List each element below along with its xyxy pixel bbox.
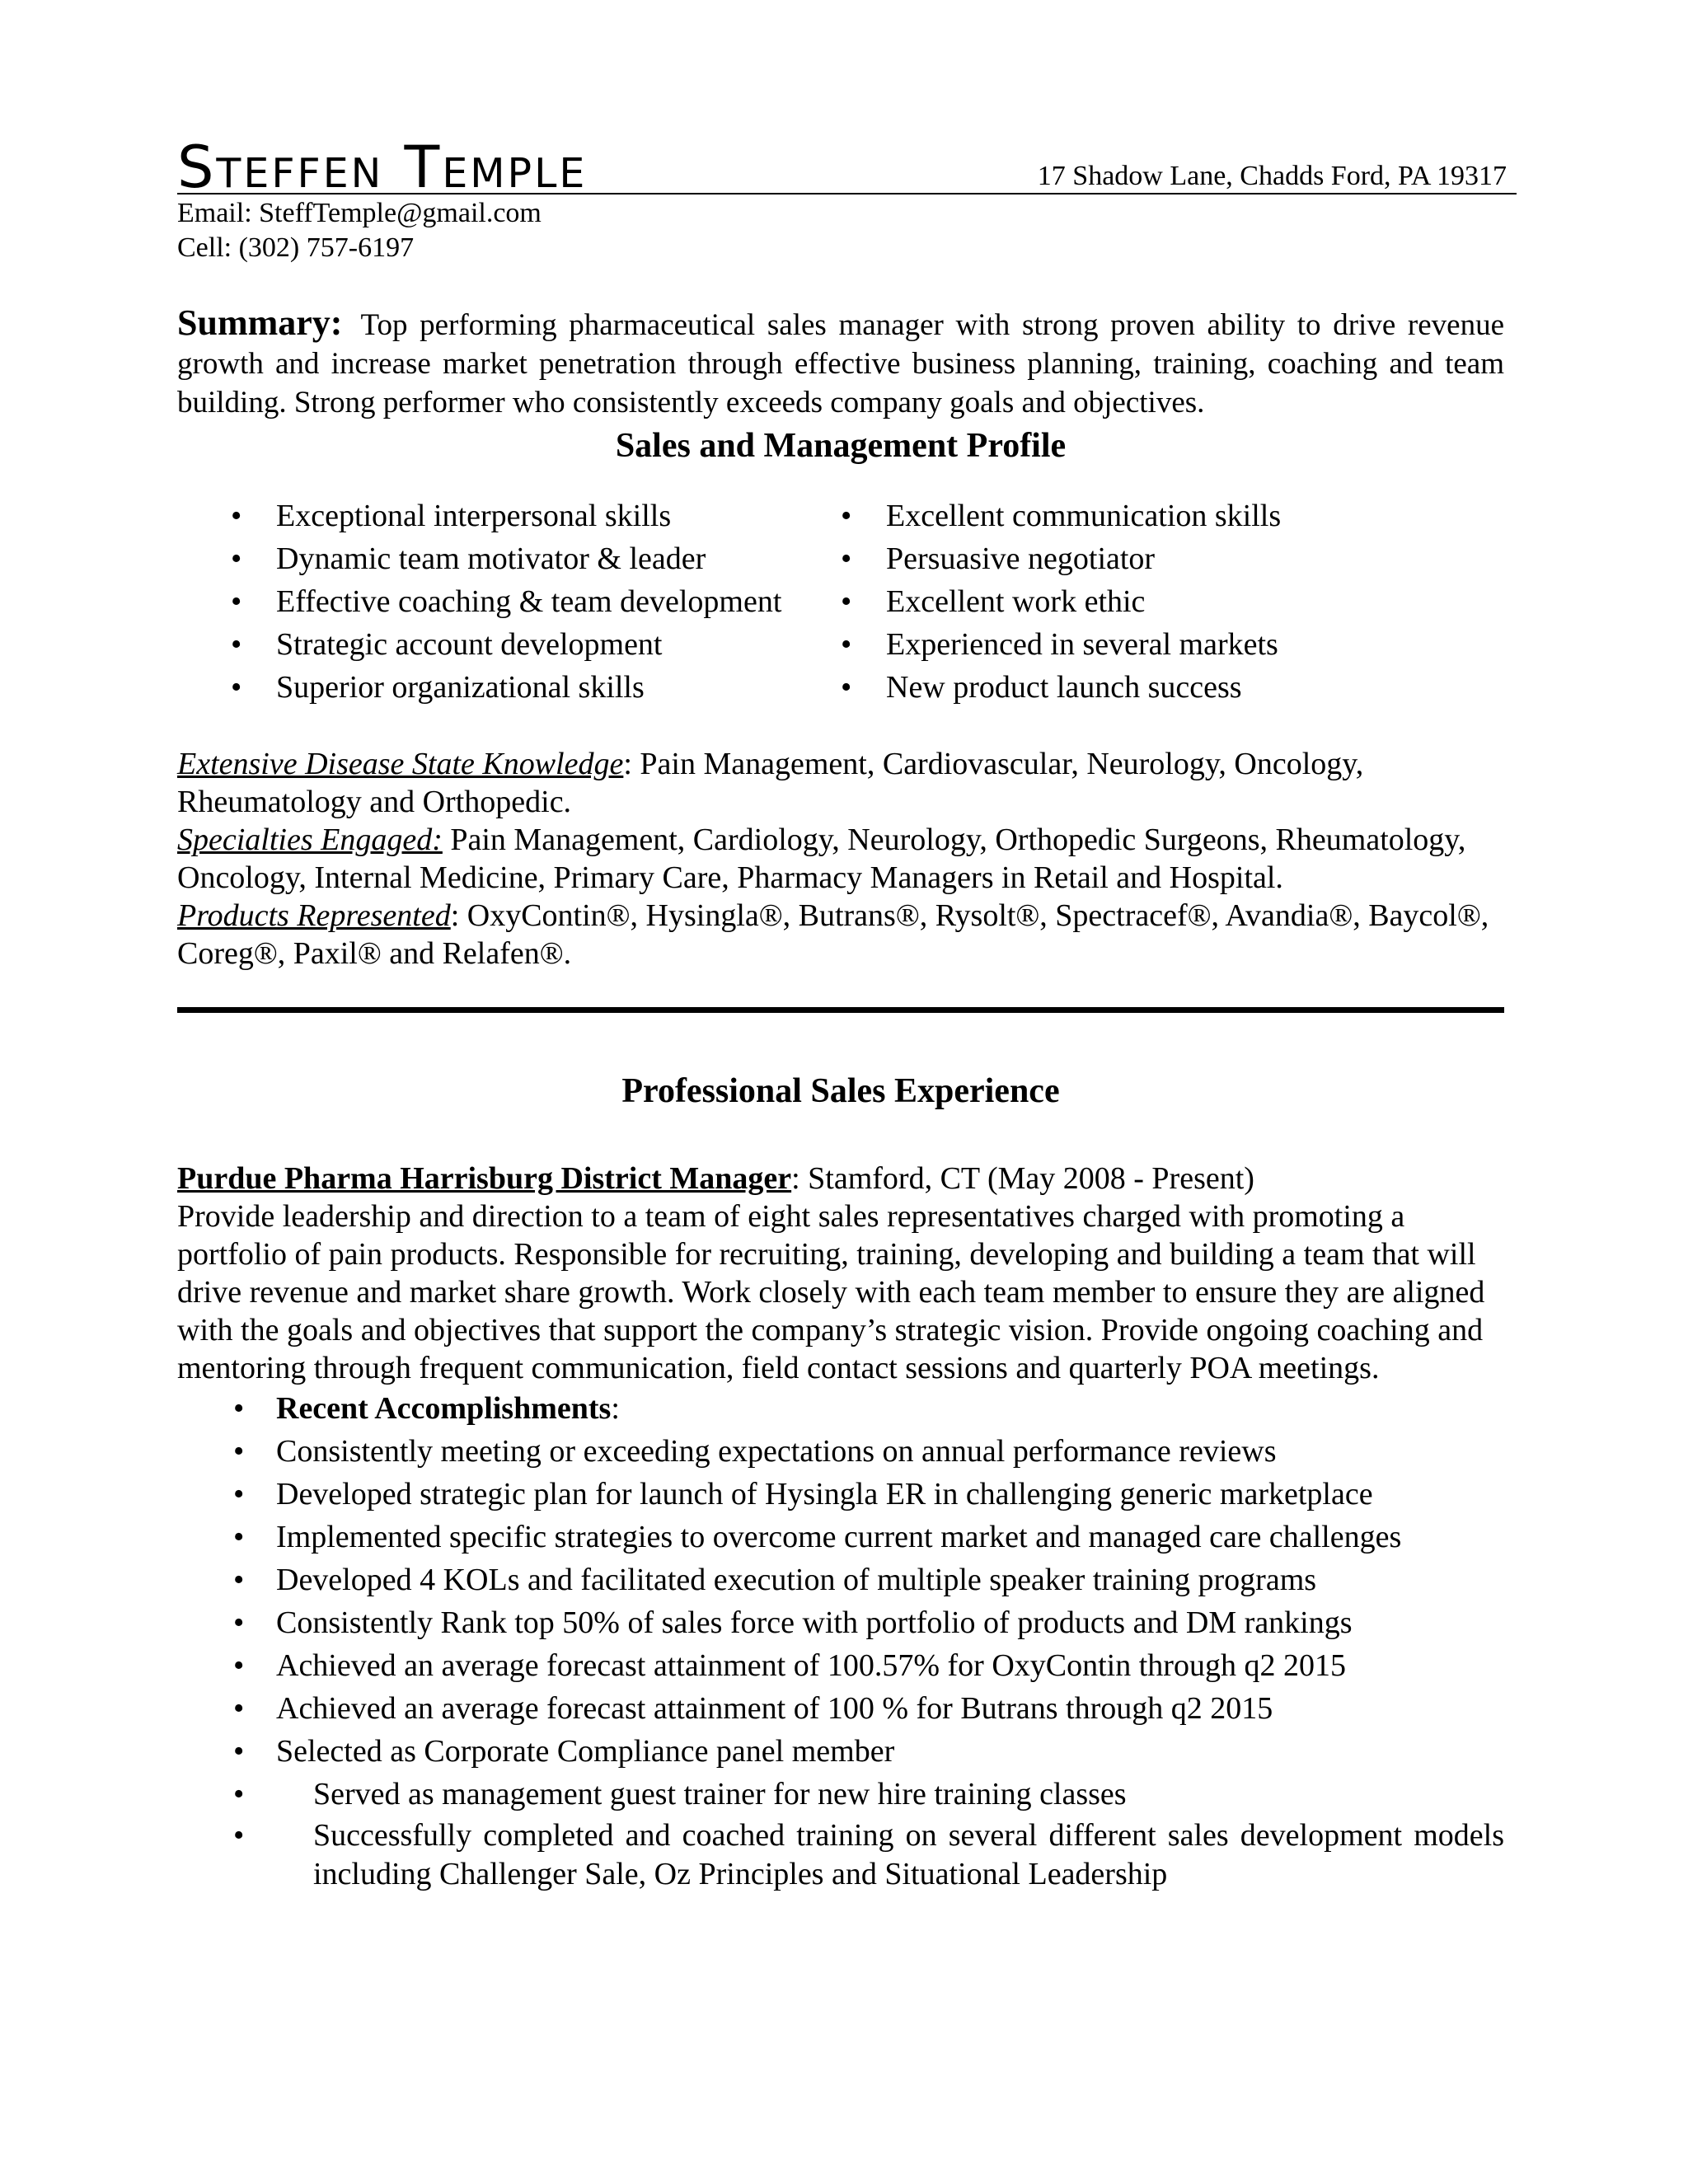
accomplishment-text: Achieved an average forecast attainment of 100.57% for OxyContin through q2 2015 [276,1648,1346,1683]
accomplishment-item [177,1730,1504,1773]
detail-label: Extensive Disease State Knowledge [177,747,624,781]
profile-heading: Sales and Management Profile [615,427,1067,465]
accomplishments-list [177,1387,1504,1894]
skill-text: Persuasive negotiator [886,541,1156,576]
accomplishments-header [177,1387,1504,1430]
accomplishment-text: Consistently Rank top 50% of sales force with portfolio of products and DM rankings [276,1605,1353,1640]
summary-label: Summary: [177,302,343,343]
skill-text: Excellent communication skills [886,499,1282,533]
skill-item [177,580,853,623]
skill-item [841,580,1496,623]
job-entry [177,1160,1504,1894]
accomplishment-item [177,1816,1504,1894]
job-title: Purdue Pharma Harrisburg District Manager [177,1161,792,1196]
bullet-icon: • [233,1648,245,1683]
skill-text: Dynamic team motivator & leader [276,541,706,576]
accomplishments-label: Recent Accomplishments [276,1391,612,1426]
bullet-icon: • [841,541,852,576]
accomplishment-text: Successfully completed and coached training on several different sales development models including Challenger Sale, Oz Principles and Situational Leadership [313,1818,1504,1891]
accomplishment-item [177,1775,1504,1814]
bullet-icon: • [233,1605,245,1640]
skill-text: New product launch success [886,670,1242,705]
skill-text: Experienced in several markets [886,627,1278,662]
bullet-icon: • [233,1818,245,1853]
skills-left-column [177,494,853,709]
bullet-icon: • [233,1777,245,1811]
detail-label: Products Represented [177,898,451,933]
bullet-icon: • [231,499,242,533]
candidate-name: Steffen Temple [177,134,588,201]
bullet-icon: • [233,1563,245,1597]
skill-item [841,494,1496,537]
skill-text: Strategic account development [276,627,663,662]
skill-text: Exceptional interpersonal skills [276,499,672,533]
detail-text: : OxyContin®, Hysingla®, Butrans®, Rysolt®, Spectracef®, Avandia®, Baycol®, Coreg®, Paxil® and Relafen®. [177,898,1489,971]
skill-item [177,666,853,709]
bullet-icon: • [231,541,242,576]
skill-text: Excellent work ethic [886,584,1146,619]
bullet-icon: • [231,670,242,705]
skill-item [841,537,1496,580]
bullet-icon: • [841,627,852,662]
accomplishment-item [177,1430,1504,1473]
skill-text: Superior organizational skills [276,670,645,705]
detail-text: : Pain Management, Cardiovascular, Neurology, Oncology, Rheumatology and Orthopedic. [177,747,1364,819]
accomplishment-item [177,1644,1504,1687]
bullet-icon: • [233,1734,245,1769]
cell-phone: Cell: (302) 757-6197 [177,232,415,263]
bullet-icon: • [233,1477,245,1511]
email: Email: SteffTemple@gmail.com [177,198,542,228]
accomplishment-text: Implemented specific strategies to overcome current market and managed care challenges [276,1520,1402,1554]
accomplishment-text: Achieved an average forecast attainment of 100 % for Butrans through q2 2015 [276,1691,1273,1726]
accomplishment-item [177,1558,1504,1601]
resume-page [177,134,1507,1894]
job-header [177,1160,1504,1197]
accomplishment-item [177,1601,1504,1644]
disease-knowledge [177,745,1504,821]
bullet-icon: • [841,499,852,533]
detail-text: Pain Management, Cardiology, Neurology, Orthopedic Surgeons, Rheumatology, Oncology, Internal Medicine, Primary Care, Pharmacy Managers in Retail and Hospital. [177,823,1466,895]
job-description: Provide leadership and direction to a team of eight sales representatives charged with promoting a portfolio of pain products. Responsible for recruiting, training, developing and building a team that will drive revenue and market share growth. Work closely with each team member to ensure they are aligned with the goals and objectives that support the company’s strategic vision. Provide ongoing coaching and mentoring through frequent communication, field contact sessions and quarterly POA meetings. [177,1199,1485,1385]
accomplishments-colon: : [611,1391,620,1426]
bullet-icon: • [233,1520,245,1554]
bullet-icon: • [841,670,852,705]
detail-label: Specialties Engaged: [177,823,443,857]
skill-text: Effective coaching & team development [276,584,782,619]
bullet-icon: • [231,627,242,662]
skill-item [177,537,853,580]
skills-right-column [841,494,1496,709]
bullet-icon: • [233,1391,245,1426]
bullet-icon: • [841,584,852,619]
bullet-icon: • [231,584,242,619]
skill-item [177,494,853,537]
skill-item [841,666,1496,709]
summary-section [177,303,1504,422]
contact-info [177,196,1504,265]
profile-skills [177,494,1504,709]
address: 17 Shadow Lane, Chadds Ford, PA 19317 [1037,161,1507,191]
accomplishment-text: Selected as Corporate Compliance panel member [276,1734,895,1769]
header [177,134,1517,201]
specialties-engaged [177,821,1504,897]
job-location: : Stamford, CT (May 2008 - Present) [791,1161,1254,1196]
accomplishment-item [177,1687,1504,1730]
bullet-icon: • [233,1434,245,1469]
details-section [177,745,1504,972]
summary-text: Top performing pharmaceutical sales manager with strong proven ability to drive revenue growth and increase market penetration through effective business planning, training, coaching and team building. Strong performer who consistently exceeds company goals and objectives. [177,308,1504,419]
skill-item [841,623,1496,666]
accomplishment-text: Developed 4 KOLs and facilitated execution of multiple speaker training programs [276,1563,1317,1597]
accomplishment-text: Consistently meeting or exceeding expectations on annual performance reviews [276,1434,1277,1469]
section-divider [177,1007,1504,1013]
skill-item [177,623,853,666]
products-represented [177,897,1504,972]
accomplishment-text: Developed strategic plan for launch of Hysingla ER in challenging generic marketplace [276,1477,1373,1511]
bullet-icon: • [233,1691,245,1726]
accomplishment-item [177,1473,1504,1516]
accomplishment-text: Served as management guest trainer for new hire training classes [313,1777,1127,1811]
accomplishment-item [177,1516,1504,1558]
experience-heading: Professional Sales Experience [621,1072,1060,1110]
